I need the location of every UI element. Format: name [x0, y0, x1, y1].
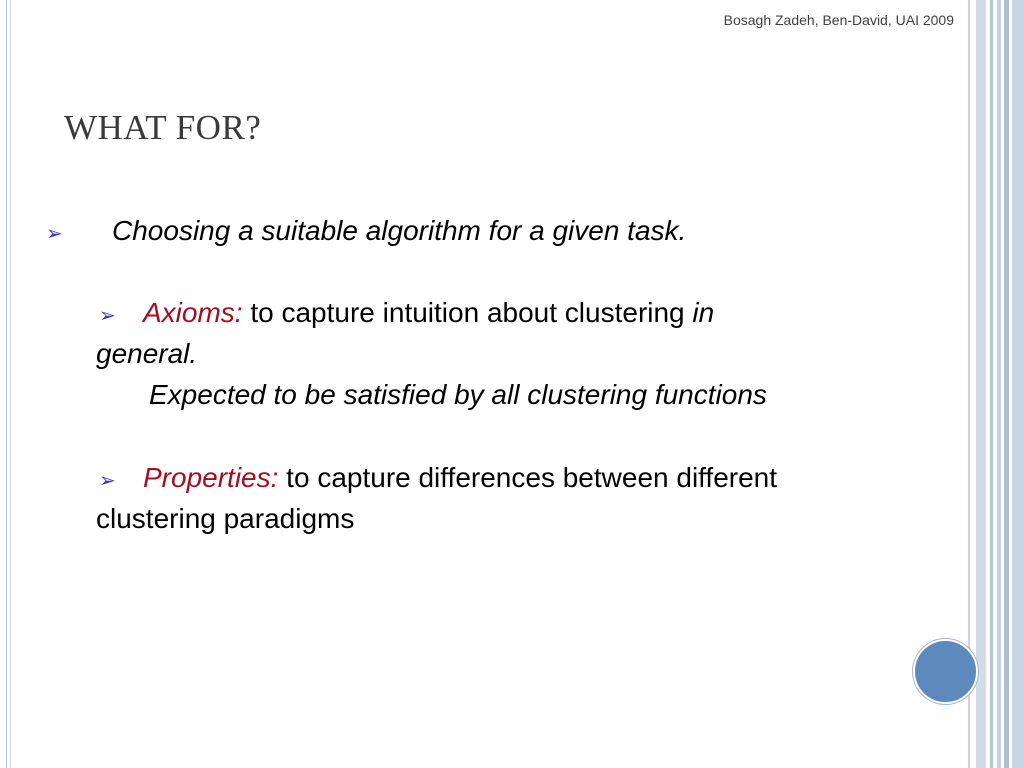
bullet-2 — [99, 296, 714, 333]
bullet-2-note: Expected to be satisfied by all clustering functions — [149, 379, 767, 410]
arrow-bullet-icon: ➢ — [99, 470, 116, 492]
bullet-3-continuation: clustering paradigms — [96, 503, 355, 534]
left-frame-line — [6, 0, 7, 768]
bullet-2-continuation: general. — [96, 338, 198, 369]
bullet-2-emphasis: in — [692, 297, 715, 328]
header-citation: Bosagh Zadeh, Ben-David, UAI 2009 — [723, 12, 954, 28]
bullet-1 — [46, 214, 686, 251]
arrow-bullet-icon: ➢ — [46, 223, 63, 245]
axioms-label: Axioms: — [143, 297, 243, 328]
decorative-circle — [913, 639, 978, 704]
right-stripe-5 — [1004, 0, 1009, 768]
right-stripe-6 — [1012, 0, 1024, 768]
left-frame-line-inner — [10, 0, 11, 768]
arrow-bullet-icon: ➢ — [99, 305, 116, 327]
properties-label: Properties: — [143, 462, 279, 493]
right-stripe-4 — [997, 0, 1001, 768]
bullet-3 — [99, 461, 777, 498]
bullet-3-text: to capture differences between different — [278, 462, 778, 493]
right-stripe-3 — [990, 0, 993, 768]
bullet-1-text: Choosing a suitable algorithm for a given task. — [112, 215, 687, 246]
bullet-2-text: to capture intuition about clustering — [242, 297, 693, 328]
slide-title: WHAT FOR? — [64, 108, 262, 147]
right-stripe-2 — [976, 0, 986, 768]
